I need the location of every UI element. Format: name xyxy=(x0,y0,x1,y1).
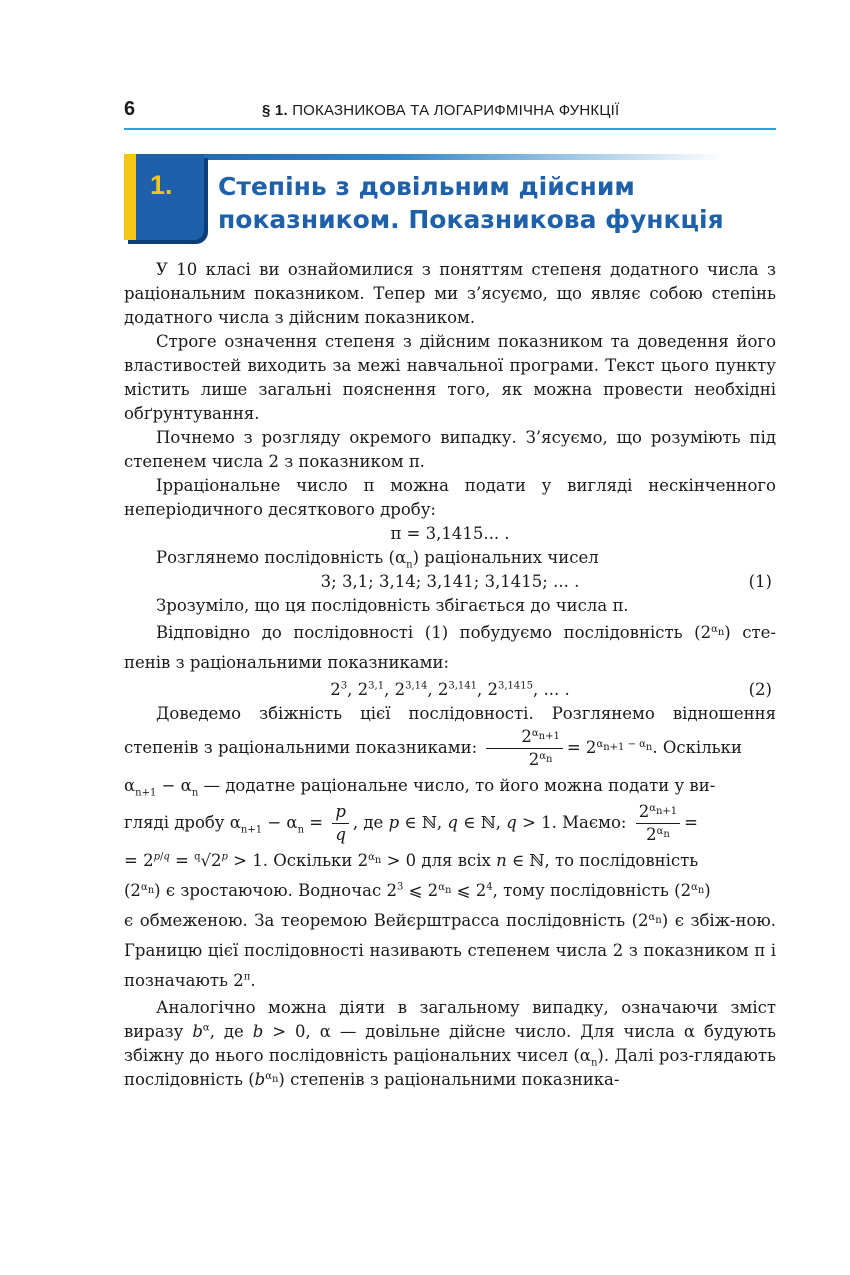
p7-b: ) сте-пенів з раціональними показниками: xyxy=(124,623,776,672)
paragraph-14: Аналогічно можна діяти в загальному випадку, означаючи зміст виразу $b^\alpha$, де b > 0, α — довільне дійсне число. Для числа α будують збіжну до нього послідовність раціональних чисел $(\alpha_n)$. Далі роз-глядають послідовність $(b^{\alpha_n})$ степенів з раціональними показника- xyxy=(124,998,776,1089)
formula-1 xyxy=(124,570,776,594)
paragraph-8: Доведемо збіжність цієї послідовності. Розглянемо відношення степенів з раціональними показниками: $\frac{2^{\alpha_{n+1}}}{2^{\alpha_n}}$ = $2^{\alpha_{n+1} - \alpha_n}$. Оскільки xyxy=(124,704,776,769)
paragraph-12: $(2^{\alpha_n})$ є зростаючою. Водночас $2^3$ ⩽ $2^{\alpha_n}$ ⩽ $2^4$, тому послідовність $(2^{\alpha_n})$ xyxy=(124,881,711,900)
section-label: ПОКАЗНИКОВА ТА ЛОГАРИФМІЧНА ФУНКЦІЇ xyxy=(292,102,620,119)
p14-b: , де xyxy=(209,1022,244,1041)
p14-c: , α — довільне дійсне число. Для числа α будують збіжну до нього послідовність раціональних чисел xyxy=(124,1022,776,1065)
p5-a: Розглянемо послідовність (α xyxy=(156,548,407,567)
p9-a: — додатне раціональне число, то його можна подати у ви- xyxy=(203,776,716,795)
p8-b: . Оскільки xyxy=(652,738,742,757)
ratio-fraction: $\frac{2^{\alpha_{n+1}}}{2^{\alpha_n}}$ xyxy=(486,726,562,771)
paragraph-11: = $2^{p/q} = ^q√2^p > 1$. Оскільки $2^{\alpha_n} > 0$ для всіх n ∈ ℕ, то послідовність xyxy=(124,851,699,870)
p13-b: є збіж-ною. Границю цієї послідовності називають степенем числа 2 з показником π і позначають xyxy=(124,911,776,990)
paragraph-2: Строге означення степеня з дійсним показником та доведення його властивостей виходить за межі навчальної програми. Текст цього пункту містить лише загальні пояснення того, як можна провести необхідні обґрунтування. xyxy=(124,332,776,423)
p12-b: , тому послідовність xyxy=(492,881,669,900)
formula-2-body: $2^3$, 2$^{3,1}$, 2$^{3,14}$, 2$^{3,141}$, $2^{3,1415}$, ... . xyxy=(330,680,570,699)
paragraph-13: є обмеженою. За теоремою Вейєрштрасса послідовність $(2^{\alpha_n})$ є збіж-ною. Границю цієї послідовності називають степенем числа 2 з показником π і позначають $2^\pi$. xyxy=(124,911,776,990)
formula-2-number: (2) xyxy=(748,680,772,699)
paragraph-3: Почнемо з розгляду окремого випадку. З’ясуємо, що розуміють під степенем числа 2 з показником π. xyxy=(124,428,776,471)
header-rule xyxy=(124,128,776,130)
p13-a: є обмеженою. За теоремою Вейєрштрасса послідовність xyxy=(124,911,626,930)
title-box-accent xyxy=(124,154,136,240)
formula-1-body: 3; 3,1; 3,14; 3,141; 3,1415; ... . xyxy=(320,572,580,591)
paragraph-6: Зрозуміло, що ця послідовність збігається до числа π. xyxy=(156,596,629,615)
p11-c: , то послідовність xyxy=(544,851,699,870)
p12-a: є зростаючою. Водночас xyxy=(165,881,382,900)
section-number: 1. xyxy=(150,170,173,200)
section-title-line2: показником. Показникова функція xyxy=(218,205,724,234)
section-title xyxy=(218,170,758,236)
p8-a: Доведемо збіжність цієї послідовності. Розглянемо відношення степенів з раціональними показниками: xyxy=(124,704,776,757)
section-title-line1: Степінь з довільним дійсним xyxy=(218,172,635,201)
title-band xyxy=(124,154,724,160)
paragraph-5 xyxy=(124,546,776,570)
p14-d: . Далі роз-глядають послідовність xyxy=(124,1046,776,1089)
p10-c: Маємо: xyxy=(562,813,627,832)
section-mark: § 1. xyxy=(262,102,288,119)
formula-1-number: (1) xyxy=(748,572,772,591)
p5-b: ) раціональних чисел xyxy=(412,548,599,567)
p14-a: Аналогічно можна діяти в загальному випадку, означаючи зміст виразу xyxy=(124,998,776,1041)
paragraph-9: $\alpha_{n+1} - \alpha_n$ — додатне раціональне число, то його можна подати у ви- xyxy=(124,776,716,799)
paragraph-7: Відповідно до послідовності (1) побудуємо послідовність $(2^{\alpha_n})$ сте-пенів з раціональними показниками: xyxy=(124,623,776,672)
paragraph-10: гляді дробу $\alpha_{n+1} - \alpha_n$ = $\frac{p}{q}$ , де p ∈ ℕ, q ∈ ℕ, q > 1. Маємо: $\frac{2^{\alpha_{n+1}}}{2^{\alpha_n}}$ = xyxy=(124,802,698,844)
p11-b: для всіх xyxy=(421,851,491,870)
paragraph-4: Ірраціональне число π можна подати у вигляді нескінченного неперіодичного десяткового дробу: xyxy=(124,476,776,519)
running-head xyxy=(262,102,619,119)
p14-e: степенів з раціональними показника- xyxy=(290,1070,620,1089)
body-text xyxy=(124,258,776,1092)
paragraph-1: У 10 класі ви ознайомилися з поняттям степеня додатного числа з раціональним показником. Тепер ми з’ясуємо, що являє собою степінь додатного числа з дійсним показником. xyxy=(124,260,776,327)
p10-b: , де xyxy=(352,813,384,832)
page-number: 6 xyxy=(124,98,136,120)
formula-pi: π = 3,1415... . xyxy=(390,524,510,543)
p10-a: гляді дробу xyxy=(124,813,225,832)
p5-sub: n xyxy=(406,559,413,571)
formula-2 xyxy=(124,678,776,702)
p11-a: Оскільки xyxy=(273,851,353,870)
p7-a: Відповідно до послідовності (1) побудуємо послідовність (2 xyxy=(156,623,712,642)
